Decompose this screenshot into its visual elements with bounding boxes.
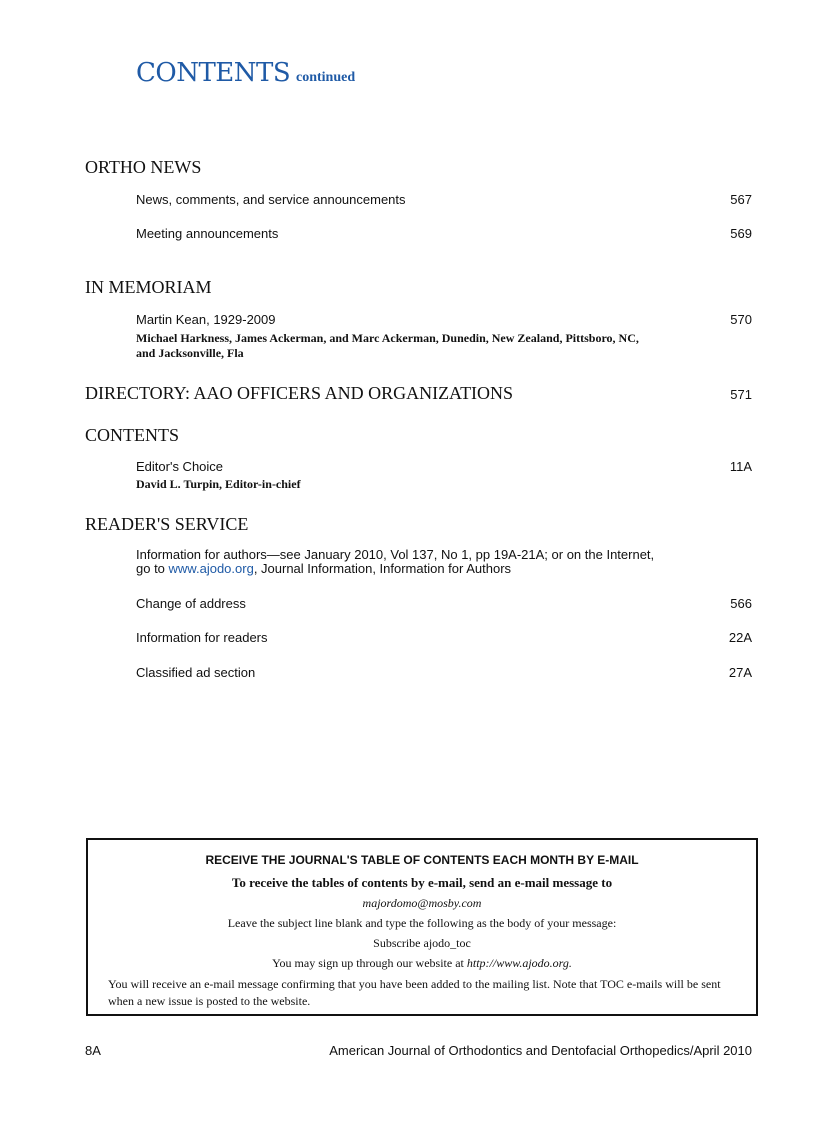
page-number: 566 [730,596,752,611]
toc-entry-classified[interactable]: Classified ad section [136,665,256,680]
info-text: , Journal Information, Information for Authors [253,561,512,576]
info-line: Information for authors—see January 2010, Vol 137, No 1, pp 19A-21A; or on the Internet, [136,547,655,562]
toc-entry-editors-choice[interactable]: Editor's Choice [136,459,224,474]
toc-entry-change-address[interactable]: Change of address [136,596,246,611]
box-line: You will receive an e-mail message confirming that you have been added to the mailing list. Note that TOC e-mails will be sent when a new issue is posted to the website. [108,977,721,1008]
box-heading: RECEIVE THE JOURNAL'S TABLE OF CONTENTS EACH MONTH BY E-MAIL [205,853,639,867]
authors [136,331,696,361]
authors-line: and Jacksonville, Fla [136,346,244,360]
subscribe-command: Subscribe ajodo_toc [373,936,471,950]
footer-page-number: 8A [85,1043,101,1058]
info-text: go to [136,561,169,576]
toc-entry-meetings[interactable]: Meeting announcements [136,226,279,241]
authors-line: Michael Harkness, James Ackerman, and Marc Ackerman, Dunedin, New Zealand, Pittsboro, NC, [136,331,639,345]
continued-label: continued [296,70,356,85]
email-toc-box [86,838,758,1016]
section-readers-service: READER'S SERVICE [85,514,249,534]
info-for-authors [136,548,654,576]
ajodo-link[interactable]: www.ajodo.org [168,561,254,576]
box-line: You may sign up through our website at [272,956,467,970]
footer-journal: American Journal of Orthodontics and Dentofacial Orthopedics/April 2010 [329,1043,752,1058]
page-number: 22A [728,630,752,645]
page-number: 569 [730,226,752,241]
page-number: 571 [730,387,752,402]
page-number: 27A [728,665,752,680]
email-address[interactable]: majordomo@mosby.com [362,896,482,910]
box-line: Leave the subject line blank and type the following as the body of your message: [227,916,617,930]
box-line: To receive the tables of contents by e-mail, send an e-mail message to [231,875,613,890]
section-ortho-news: ORTHO NEWS [85,157,202,177]
website-link[interactable]: http://www.ajodo.org. [466,956,572,970]
authors: David L. Turpin, Editor-in-chief [136,477,301,491]
section-contents: CONTENTS [85,425,179,445]
page-number: 567 [730,192,752,207]
toc-entry-info-readers[interactable]: Information for readers [136,630,268,645]
section-in-memoriam: IN MEMORIAM [85,277,212,297]
page-number: 11A [729,459,752,474]
page-number: 570 [730,312,752,327]
page-title: CONTENTS [136,58,291,88]
toc-entry-martin-kean[interactable]: Martin Kean, 1929-2009 [136,312,276,327]
section-directory[interactable]: DIRECTORY: AAO OFFICERS AND ORGANIZATIONS [85,383,514,403]
toc-entry-news[interactable]: News, comments, and service announcements [136,192,406,207]
